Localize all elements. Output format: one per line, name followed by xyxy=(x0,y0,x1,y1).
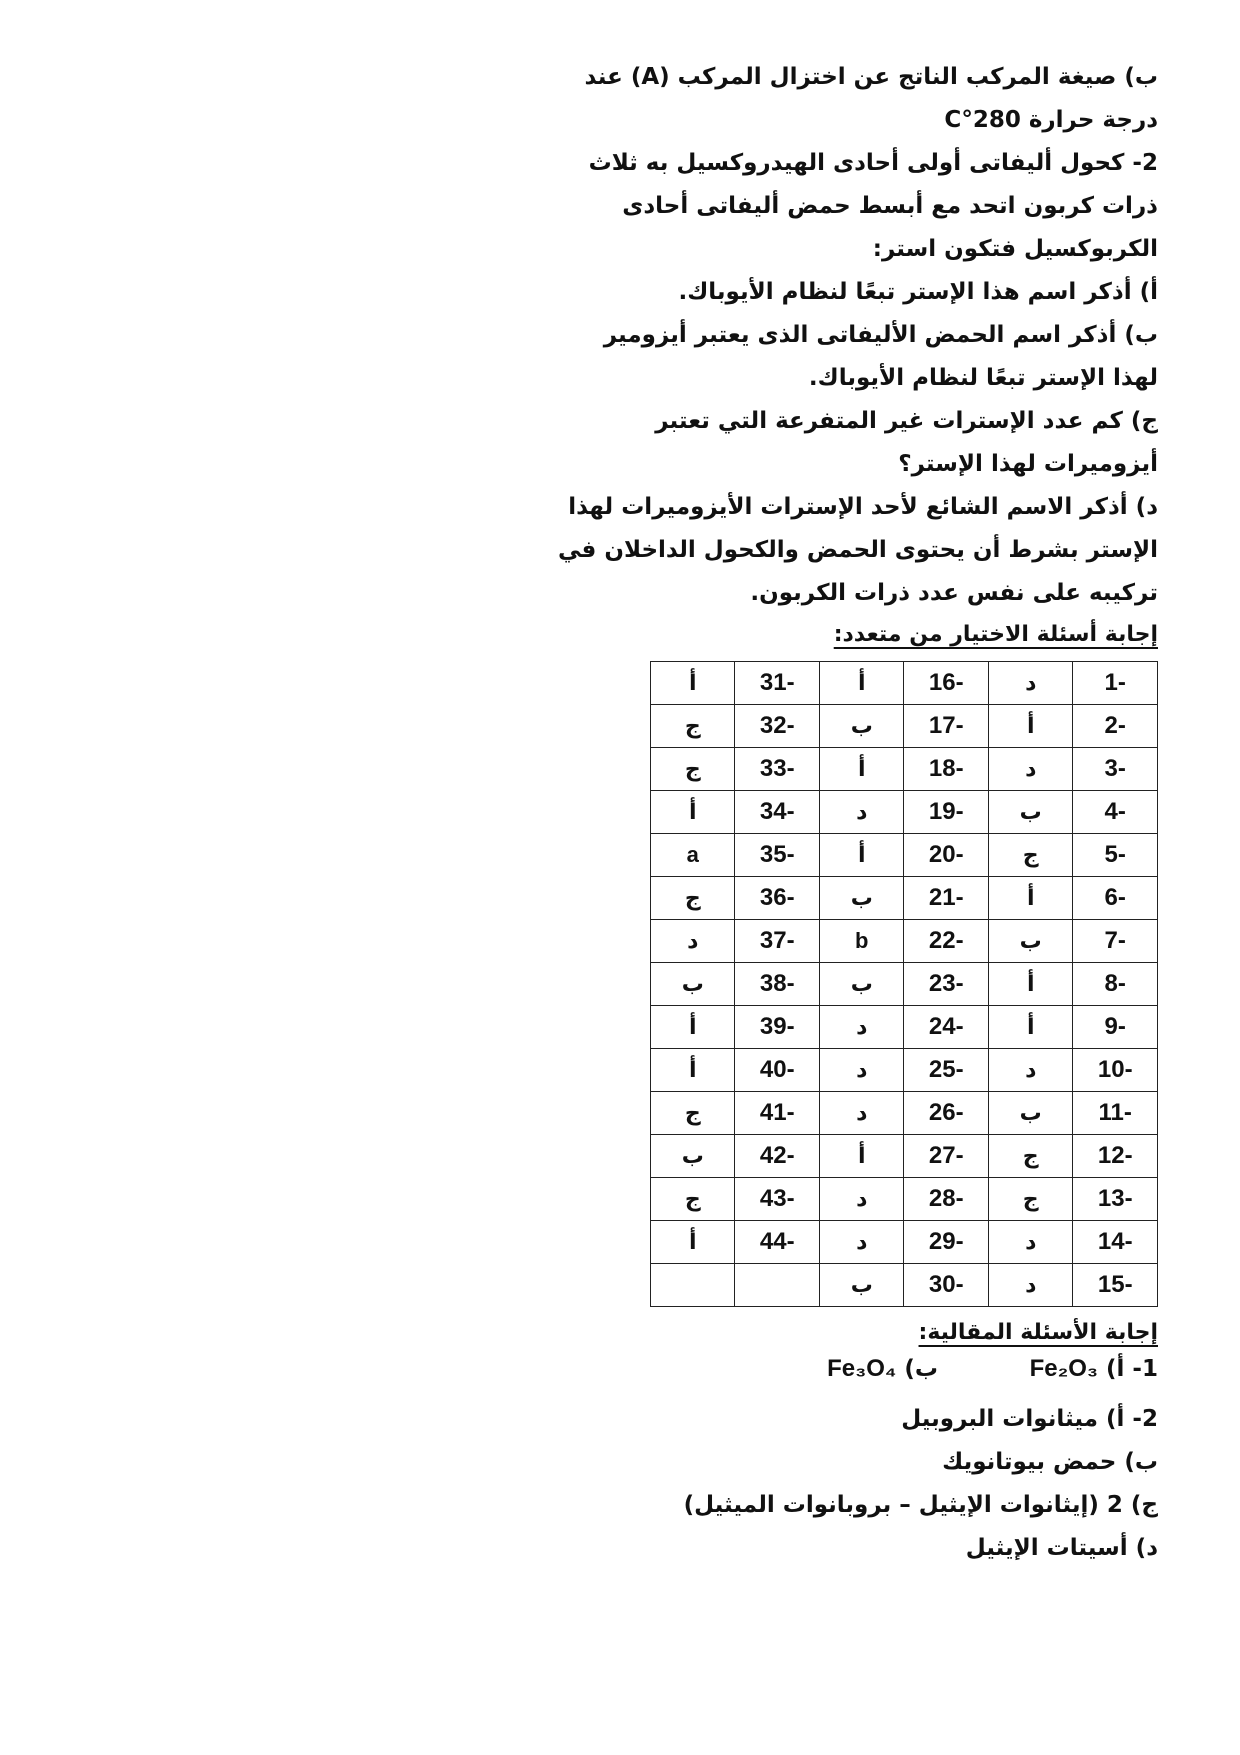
essay-answer-1b-label: ب) xyxy=(904,1356,938,1382)
answer-sheet-column xyxy=(558,56,1158,1570)
mcq-answer-choice: ب xyxy=(989,791,1073,834)
mcq-question-number: 28- xyxy=(904,1178,989,1221)
mcq-question-number: 36- xyxy=(735,877,820,920)
mcq-answer-choice: د xyxy=(989,662,1073,705)
mcq-answer-choice: b xyxy=(820,920,904,963)
mcq-answer-choice: ج xyxy=(989,1178,1073,1221)
mcq-answer-choice: د xyxy=(989,1264,1073,1307)
mcq-question-number: 10- xyxy=(1073,1049,1158,1092)
mcq-answer-choice: د xyxy=(820,791,904,834)
mcq-question-number xyxy=(735,1264,820,1307)
mcq-question-number: 37- xyxy=(735,920,820,963)
mcq-question-number: 39- xyxy=(735,1006,820,1049)
mcq-question-number: 25- xyxy=(904,1049,989,1092)
essay-answer-1a xyxy=(1030,1355,1158,1383)
mcq-row xyxy=(651,1006,1158,1049)
essay-answer-2c: ج) 2 (إيثانوات الإيثيل – بروبانوات الميثيل) xyxy=(683,1492,1158,1518)
mcq-answer-choice: د xyxy=(820,1221,904,1264)
essay-answer-1a-label: 1- أ) xyxy=(1106,1356,1158,1382)
mcq-question-number: 1- xyxy=(1073,662,1158,705)
question-line: الكربوكسيل فتكون استر: xyxy=(872,236,1158,262)
mcq-question-number: 30- xyxy=(904,1264,989,1307)
mcq-answer-choice: أ xyxy=(820,662,904,705)
mcq-answer-choice: د xyxy=(820,1092,904,1135)
question-text-block xyxy=(558,56,1158,615)
essay-answer-2d: د) أسيتات الإيثيل xyxy=(965,1535,1158,1561)
mcq-answer-choice: ب xyxy=(820,963,904,1006)
mcq-question-number: 21- xyxy=(904,877,989,920)
mcq-question-number: 43- xyxy=(735,1178,820,1221)
mcq-question-number: 42- xyxy=(735,1135,820,1178)
mcq-question-number: 8- xyxy=(1073,963,1158,1006)
question-line: الإستر بشرط أن يحتوى الحمض والكحول الداخلان في xyxy=(558,537,1158,563)
mcq-question-number: 27- xyxy=(904,1135,989,1178)
mcq-answer-choice: أ xyxy=(820,1135,904,1178)
mcq-row xyxy=(651,662,1158,705)
mcq-answer-choice: أ xyxy=(989,877,1073,920)
mcq-answer-choice: د xyxy=(989,1221,1073,1264)
mcq-question-number: 17- xyxy=(904,705,989,748)
mcq-answer-choice: ج xyxy=(651,1092,735,1135)
mcq-answer-choice: ج xyxy=(989,834,1073,877)
mcq-question-number: 29- xyxy=(904,1221,989,1264)
mcq-question-number: 23- xyxy=(904,963,989,1006)
mcq-row xyxy=(651,1178,1158,1221)
question-line: ب) صيغة المركب الناتج عن اختزال المركب (A) عند xyxy=(584,64,1158,90)
mcq-answer-choice: ب xyxy=(820,705,904,748)
mcq-question-number: 3- xyxy=(1073,748,1158,791)
mcq-row xyxy=(651,1092,1158,1135)
mcq-answer-choice: أ xyxy=(651,1049,735,1092)
question-line: ب) أذكر اسم الحمض الأليفاتى الذى يعتبر أيزومير xyxy=(603,322,1158,348)
mcq-answer-choice: أ xyxy=(651,791,735,834)
mcq-row xyxy=(651,1264,1158,1307)
mcq-question-number: 20- xyxy=(904,834,989,877)
mcq-question-number: 24- xyxy=(904,1006,989,1049)
mcq-answer-choice: أ xyxy=(820,748,904,791)
mcq-answer-choice: د xyxy=(820,1178,904,1221)
mcq-answer-choice: أ xyxy=(989,1006,1073,1049)
mcq-answer-choice: ب xyxy=(820,877,904,920)
mcq-answer-choice: ج xyxy=(651,1178,735,1221)
mcq-answer-choice: أ xyxy=(651,662,735,705)
mcq-answer-choice: ب xyxy=(820,1264,904,1307)
mcq-answer-choice: ج xyxy=(989,1135,1073,1178)
mcq-question-number: 16- xyxy=(904,662,989,705)
mcq-answer-table xyxy=(650,661,1158,1307)
mcq-heading: إجابة أسئلة الاختيار من متعدد: xyxy=(833,622,1158,647)
question-line: د) أذكر الاسم الشائع لأحد الإسترات الأيزوميرات لهذا xyxy=(568,494,1158,520)
mcq-question-number: 9- xyxy=(1073,1006,1158,1049)
mcq-question-number: 26- xyxy=(904,1092,989,1135)
mcq-row xyxy=(651,834,1158,877)
mcq-answer-choice: ج xyxy=(651,748,735,791)
mcq-row xyxy=(651,791,1158,834)
mcq-row xyxy=(651,920,1158,963)
mcq-row xyxy=(651,705,1158,748)
mcq-answer-choice: أ xyxy=(989,963,1073,1006)
mcq-answer-choice: ج xyxy=(651,705,735,748)
mcq-row xyxy=(651,1135,1158,1178)
question-line: تركيبه على نفس عدد ذرات الكربون. xyxy=(750,580,1158,606)
mcq-question-number: 12- xyxy=(1073,1135,1158,1178)
question-line: أيزوميرات لهذا الإستر؟ xyxy=(898,451,1158,477)
mcq-question-number: 31- xyxy=(735,662,820,705)
question-line: 2- كحول أليفاتى أولى أحادى الهيدروكسيل به ثلاث xyxy=(588,150,1158,176)
question-line: لهذا الإستر تبعًا لنظام الأيوباك. xyxy=(808,365,1158,391)
mcq-question-number: 33- xyxy=(735,748,820,791)
mcq-question-number: 4- xyxy=(1073,791,1158,834)
mcq-question-number: 13- xyxy=(1073,1178,1158,1221)
mcq-answer-choice: ج xyxy=(651,877,735,920)
question-line: ج) كم عدد الإسترات غير المتفرعة التي تعتبر xyxy=(655,408,1158,434)
essay-heading: إجابة الأسئلة المقالية: xyxy=(918,1320,1158,1345)
mcq-answer-choice: ب xyxy=(989,1092,1073,1135)
mcq-question-number: 18- xyxy=(904,748,989,791)
mcq-question-number: 19- xyxy=(904,791,989,834)
mcq-table-body xyxy=(651,662,1158,1307)
question-line: درجة حرارة 280°C xyxy=(944,107,1158,133)
mcq-question-number: 2- xyxy=(1073,705,1158,748)
mcq-row xyxy=(651,1221,1158,1264)
mcq-question-number: 41- xyxy=(735,1092,820,1135)
mcq-answer-choice: أ xyxy=(989,705,1073,748)
mcq-row xyxy=(651,1049,1158,1092)
mcq-question-number: 7- xyxy=(1073,920,1158,963)
essay-answer-1 xyxy=(650,1355,1158,1398)
mcq-question-number: 6- xyxy=(1073,877,1158,920)
essay-answer-2b: ب) حمض بيوتانويك xyxy=(942,1449,1158,1475)
mcq-question-number: 14- xyxy=(1073,1221,1158,1264)
mcq-answer-choice: ب xyxy=(989,920,1073,963)
mcq-question-number: 11- xyxy=(1073,1092,1158,1135)
mcq-question-number: 40- xyxy=(735,1049,820,1092)
mcq-question-number: 34- xyxy=(735,791,820,834)
mcq-question-number: 44- xyxy=(735,1221,820,1264)
mcq-answer-choice: د xyxy=(651,920,735,963)
mcq-answer-choice: د xyxy=(820,1049,904,1092)
mcq-row xyxy=(651,877,1158,920)
mcq-row xyxy=(651,748,1158,791)
mcq-answer-choice: د xyxy=(989,1049,1073,1092)
mcq-question-number: 38- xyxy=(735,963,820,1006)
essay-answer-1b xyxy=(827,1355,938,1383)
mcq-row xyxy=(651,963,1158,1006)
mcq-answer-choice: د xyxy=(989,748,1073,791)
mcq-answer-choice: أ xyxy=(651,1221,735,1264)
mcq-question-number: 15- xyxy=(1073,1264,1158,1307)
mcq-question-number: 5- xyxy=(1073,834,1158,877)
mcq-answer-choice: أ xyxy=(651,1006,735,1049)
mcq-answer-choice: د xyxy=(820,1006,904,1049)
essay-answer-1b-formula: Fe₃O₄ xyxy=(827,1355,897,1382)
mcq-answer-choice xyxy=(651,1264,735,1307)
mcq-answer-choice: أ xyxy=(820,834,904,877)
mcq-question-number: 32- xyxy=(735,705,820,748)
question-line: أ) أذكر اسم هذا الإستر تبعًا لنظام الأيوباك. xyxy=(678,279,1158,305)
mcq-question-number: 35- xyxy=(735,834,820,877)
essay-answer-1a-formula: Fe₂O₃ xyxy=(1029,1355,1099,1382)
mcq-answer-choice: a xyxy=(651,834,735,877)
essay-answer-2a: 2- أ) ميثانوات البروبيل xyxy=(901,1406,1158,1432)
mcq-question-number: 22- xyxy=(904,920,989,963)
question-line: ذرات كربون اتحد مع أبسط حمض أليفاتى أحادى xyxy=(622,193,1158,219)
mcq-answer-choice: ب xyxy=(651,1135,735,1178)
mcq-answer-choice: ب xyxy=(651,963,735,1006)
